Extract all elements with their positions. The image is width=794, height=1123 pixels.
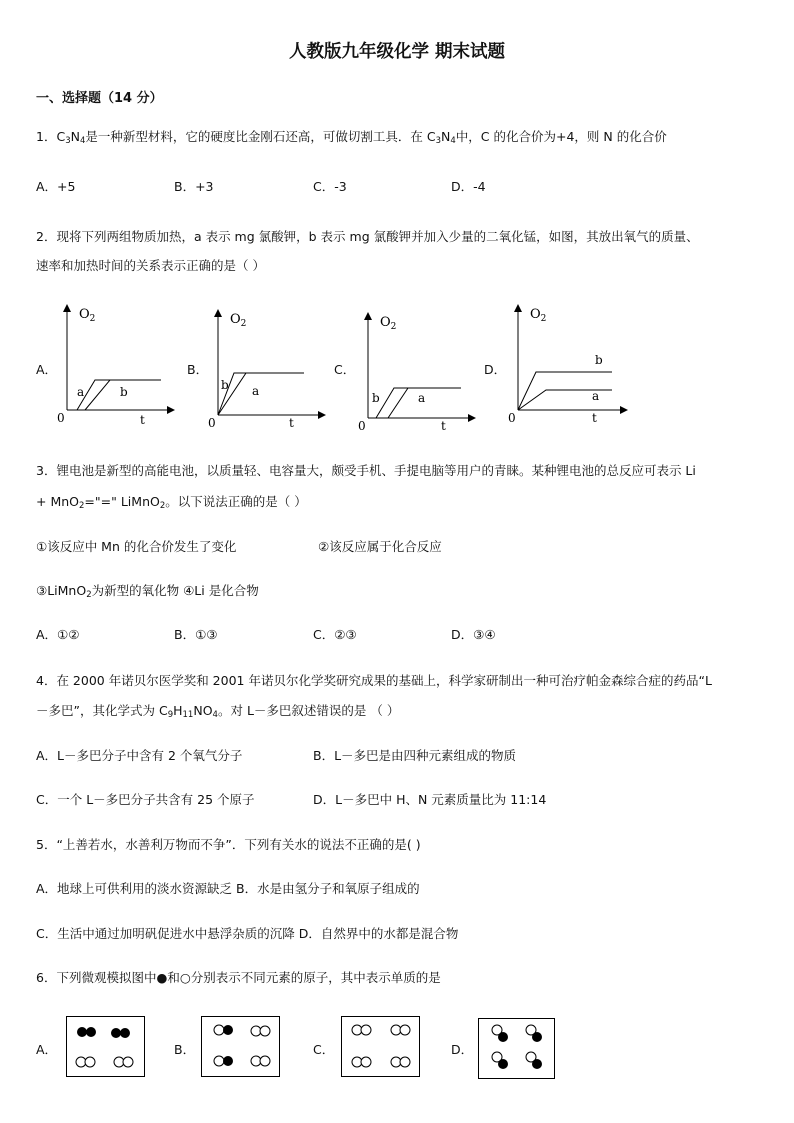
q3-statement-1: ①该反应中 Mn 的化合价发生了变化: [36, 539, 237, 554]
svg-text:0: 0: [358, 419, 366, 433]
svg-text:O2: $O_2$: [230, 312, 247, 329]
svg-text:t: t: [289, 416, 294, 430]
svg-text:a: a: [418, 391, 426, 405]
q6-option-a-letter: A．: [36, 1042, 58, 1057]
svg-text:0: 0: [508, 411, 516, 425]
q5-options-row-2: C．生活中通过加明矾促进水中悬浮杂质的沉降 D．自然界中的水都是混合物: [36, 926, 459, 941]
q2-option-a-letter: A．: [36, 362, 58, 377]
q2-option-b-letter: B．: [187, 362, 209, 377]
q6-model-c: [341, 1016, 421, 1078]
svg-text:O2: $O_2$: [79, 307, 96, 324]
svg-text:a: a: [252, 384, 260, 398]
svg-text:O2: $O_2$: [530, 307, 547, 324]
q1-option-c: C．-3: [313, 179, 347, 194]
svg-text:0: 0: [57, 411, 65, 425]
q4-option-a: A．L－多巴分子中含有 2 个氧气分子: [36, 748, 243, 763]
q6-option-d-letter: D．: [451, 1042, 474, 1057]
q6-option-c-letter: C．: [313, 1042, 335, 1057]
q3-option-d: D．③④: [451, 627, 496, 642]
q6-model-a: [66, 1016, 146, 1078]
svg-text:t: t: [592, 411, 597, 425]
question-5: 5．“上善若水，水善利万物而不争”．下列有关水的说法不正确的是( ): [36, 837, 421, 852]
q2-option-d-letter: D．: [484, 362, 507, 377]
q2-graph-a: [55, 300, 180, 430]
page-title: 人教版九年级化学 期末试题: [288, 42, 506, 62]
svg-text:t: t: [441, 419, 446, 433]
svg-text:b: b: [120, 385, 128, 399]
q2-graph-c: [356, 308, 481, 438]
question-3-line-2: + MnO$_2$="=" LiMnO$_2$。以下说法正确的是（ ）: [36, 494, 307, 511]
q6-model-b: [201, 1016, 281, 1078]
svg-text:a: a: [592, 389, 600, 403]
svg-text:O2: $O_2$: [380, 315, 397, 332]
q3-option-c: C．②③: [313, 627, 357, 642]
svg-text:b: b: [372, 391, 380, 405]
q2-graph-b: [206, 305, 331, 435]
q3-statement-2: ②该反应属于化合反应: [318, 539, 442, 554]
question-3-line-1: 3．锂电池是新型的高能电池，以质量轻、电容量大，颇受手机、手提电脑等用户的青睐。某种锂电池的总反应可表示 Li: [36, 463, 696, 478]
q3-option-b: B．①③: [174, 627, 218, 642]
q6-model-d: [478, 1018, 556, 1080]
question-2-line-2: 速率和加热时间的关系表示正确的是（ ）: [36, 258, 265, 273]
q1-option-d: D．-4: [451, 179, 486, 194]
svg-text:b: b: [595, 353, 603, 367]
q4-option-b: B．L－多巴是由四种元素组成的物质: [313, 748, 517, 763]
q5-options-row-1: A．地球上可供利用的淡水资源缺乏 B．水是由氢分子和氧原子组成的: [36, 881, 420, 896]
section-heading: 一、选择题（14 分）: [36, 91, 163, 106]
q2-graph-d: [506, 300, 636, 430]
q1-option-a: A．+5: [36, 179, 76, 194]
question-4-line-2: －多巴”，其化学式为 $C_9H_{11}NO_4$。对 L－多巴叙述错误的是 （ ）: [36, 703, 400, 720]
q2-option-c-letter: C．: [334, 362, 356, 377]
svg-text:a: a: [77, 385, 85, 399]
question-4-line-1: 4．在 2000 年诺贝尔医学奖和 2001 年诺贝尔化学奖研究成果的基础上，科学家研制出一种可治疗帕金森综合症的药品“L: [36, 673, 712, 688]
svg-text:b: b: [221, 378, 229, 392]
q4-option-c: C．一个 L－多巴分子共含有 25 个原子: [36, 792, 255, 807]
q1-option-b: B．+3: [174, 179, 214, 194]
svg-text:0: 0: [208, 416, 216, 430]
question-1: 1．$C_3N_4$是一种新型材料，它的硬度比金刚石还高，可做切割工具．在 $C_3N_4$中，C 的化合价为+4，则 N 的化合价: [36, 129, 667, 146]
svg-text:t: t: [140, 413, 145, 427]
question-6: 6．下列微观模拟图中●和○分别表示不同元素的原子，其中表示单质的是: [36, 970, 441, 985]
q3-option-a: A．①②: [36, 627, 80, 642]
question-2-line-1: 2．现将下列两组物质加热，a 表示 mg 氯酸钾，b 表示 mg 氯酸钾并加入少量的二氧化锰，如图，其放出氧气的质量、: [36, 229, 699, 244]
q3-statement-3-4: ③LiMnO$_2$为新型的氧化物 ④Li 是化合物: [36, 583, 259, 600]
q6-option-b-letter: B．: [174, 1042, 196, 1057]
q4-option-d: D．L－多巴中 H、N 元素质量比为 11:14: [313, 792, 547, 807]
